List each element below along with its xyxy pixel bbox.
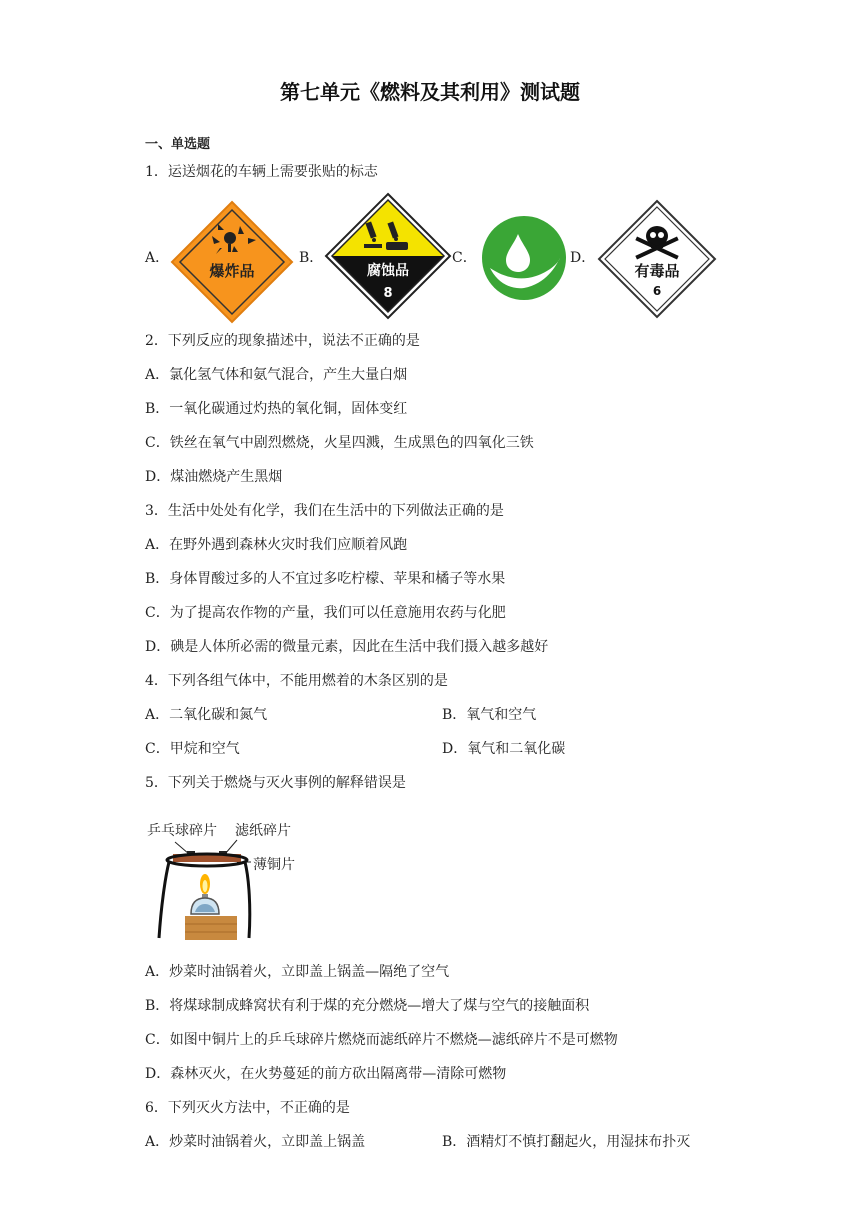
figure-label-copper-sheet: 薄铜片: [253, 857, 295, 873]
question-2-stem: 2．下列反应的现象描述中，说法不正确的是: [145, 333, 420, 349]
q4-option-c: C．甲烷和空气: [145, 741, 240, 757]
question-3-stem: 3．生活中处处有化学，我们在生活中的下列做法正确的是: [145, 503, 504, 519]
q3-option-c: C．为了提高农作物的产量，我们可以任意施用农药与化肥: [145, 605, 506, 621]
combustion-experiment-figure: [145, 818, 310, 946]
tripod-burner-icon: [145, 818, 310, 946]
page-title: 第七单元《燃料及其利用》测试题: [280, 80, 580, 104]
explosive-sign-icon: [168, 198, 296, 326]
q2-option-b: B．一氧化碳通过灼热的氧化铜，固体变红: [145, 401, 408, 417]
q1-option-a-label: A．: [145, 250, 170, 266]
toxic-sign-icon: [596, 198, 718, 320]
q1-option-d-label: D．: [570, 250, 596, 266]
question-1-stem: 1．运送烟花的车辆上需要张贴的标志: [145, 164, 378, 180]
q4-option-b: B．氧气和空气: [442, 707, 537, 723]
toxic-sign-text: 有毒品: [634, 262, 680, 280]
green-water-sign-icon: [478, 212, 570, 304]
q2-option-d: D．煤油燃烧产生黑烟: [145, 469, 283, 485]
q5-option-a: A．炒菜时油锅着火，立即盖上锅盖—隔绝了空气: [145, 964, 450, 980]
q6-option-a: A．炒菜时油锅着火，立即盖上锅盖: [145, 1134, 366, 1150]
q3-option-b: B．身体胃酸过多的人不宜过多吃柠檬、苹果和橘子等水果: [145, 571, 506, 587]
figure-label-pingpong: 乒乓球碎片: [147, 823, 217, 839]
q3-option-a: A．在野外遇到森林火灾时我们应顺着风跑: [145, 537, 408, 553]
question-5-stem: 5．下列关于燃烧与灭火事例的解释错误是: [145, 775, 406, 791]
q4-option-d: D．氧气和二氧化碳: [442, 741, 566, 757]
toxic-sign-number: 6: [652, 284, 662, 298]
corrosive-sign-number: 8: [383, 286, 393, 301]
section-heading: 一、单选题: [145, 137, 211, 152]
q1-option-c-label: C．: [452, 250, 477, 266]
q1-option-b-label: B．: [299, 250, 324, 266]
q5-option-d: D．森林灭火，在火势蔓延的前方砍出隔离带—清除可燃物: [145, 1066, 507, 1082]
q4-option-a: A．二氧化碳和氮气: [145, 707, 268, 723]
q2-option-c: C．铁丝在氧气中剧烈燃烧，火星四溅，生成黑色的四氧化三铁: [145, 435, 534, 451]
explosive-sign-text: 爆炸品: [209, 262, 255, 280]
q5-option-b: B．将煤球制成蜂窝状有利于煤的充分燃烧—增大了煤与空气的接触面积: [145, 998, 590, 1014]
question-6-stem: 6．下列灭火方法中，不正确的是: [145, 1100, 350, 1116]
q3-option-d: D．碘是人体所必需的微量元素，因此在生活中我们摄入越多越好: [145, 639, 549, 655]
corrosive-sign-icon: [324, 192, 452, 320]
q2-option-a: A．氯化氢气体和氨气混合，产生大量白烟: [145, 367, 408, 383]
q5-option-c: C．如图中铜片上的乒乓球碎片燃烧而滤纸碎片不燃烧—滤纸碎片不是可燃物: [145, 1032, 618, 1048]
q6-option-b: B．酒精灯不慎打翻起火，用湿抹布扑灭: [442, 1134, 691, 1150]
question-4-stem: 4．下列各组气体中，不能用燃着的木条区别的是: [145, 673, 448, 689]
corrosive-sign-text: 腐蚀品: [367, 263, 409, 279]
figure-label-filter-paper: 滤纸碎片: [235, 823, 291, 839]
